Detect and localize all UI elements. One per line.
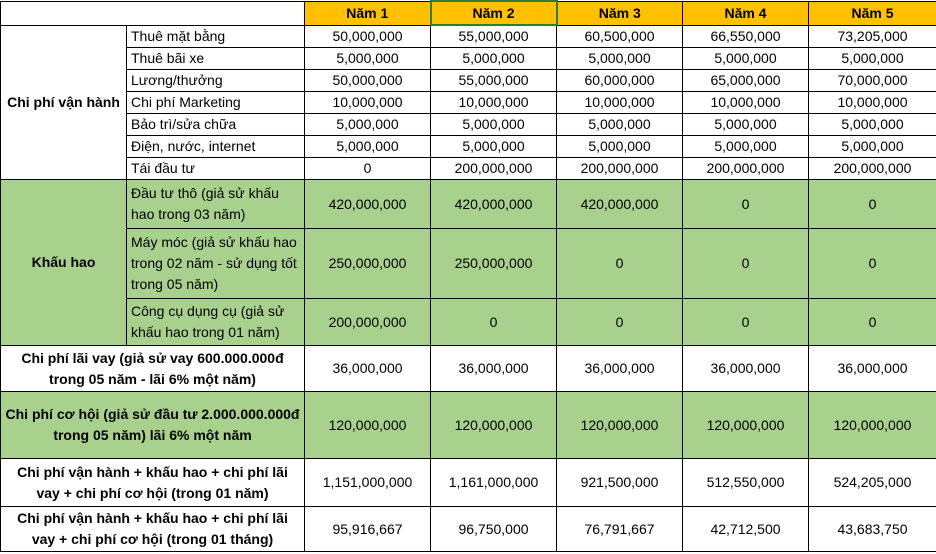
value-cell[interactable]: 96,750,000 — [431, 507, 557, 552]
value-cell[interactable]: 1,161,000,000 — [431, 459, 557, 507]
summary-row — [1, 459, 936, 507]
value-cell[interactable]: 524,205,000 — [809, 459, 936, 507]
value-cell[interactable]: 5,000,000 — [683, 136, 809, 158]
header-blank-cell — [1, 1, 305, 25]
item-label[interactable]: Thuê mặt bằng — [127, 25, 305, 48]
value-cell[interactable]: 5,000,000 — [683, 48, 809, 70]
summary-label[interactable]: Chi phí cơ hội (giả sử đầu tư 2.000.000.000đ trong 05 năm) lãi 6% một năm — [1, 392, 305, 459]
item-label[interactable]: Công cụ dụng cụ (giả sử khấu hao trong 01 năm) — [127, 299, 305, 346]
operating-row — [1, 158, 936, 180]
operating-row — [1, 70, 936, 92]
value-cell[interactable]: 120,000,000 — [431, 392, 557, 459]
value-cell[interactable]: 0 — [809, 180, 936, 229]
value-cell[interactable]: 5,000,000 — [809, 48, 936, 70]
item-label[interactable]: Thuê bãi xe — [127, 48, 305, 70]
value-cell[interactable]: 36,000,000 — [305, 346, 431, 392]
value-cell[interactable]: 0 — [809, 299, 936, 346]
value-cell[interactable]: 55,000,000 — [431, 70, 557, 92]
operating-row — [1, 25, 936, 48]
value-cell[interactable]: 5,000,000 — [809, 114, 936, 136]
value-cell[interactable]: 250,000,000 — [305, 229, 431, 299]
value-cell[interactable]: 55,000,000 — [431, 25, 557, 48]
item-label[interactable]: Tái đầu tư — [127, 158, 305, 180]
value-cell[interactable]: 65,000,000 — [683, 70, 809, 92]
value-cell[interactable]: 50,000,000 — [305, 70, 431, 92]
summary-label[interactable]: Chi phí vận hành + khấu hao + chi phí lãi vay + chi phí cơ hội (trong 01 tháng) — [1, 507, 305, 552]
value-cell[interactable]: 120,000,000 — [809, 392, 936, 459]
value-cell[interactable]: 200,000,000 — [809, 158, 936, 180]
value-cell[interactable]: 120,000,000 — [683, 392, 809, 459]
value-cell[interactable]: 0 — [683, 299, 809, 346]
value-cell[interactable]: 250,000,000 — [431, 229, 557, 299]
value-cell[interactable]: 36,000,000 — [557, 346, 683, 392]
value-cell[interactable]: 0 — [809, 229, 936, 299]
value-cell[interactable]: 10,000,000 — [557, 92, 683, 114]
value-cell[interactable]: 10,000,000 — [683, 92, 809, 114]
value-cell[interactable]: 10,000,000 — [431, 92, 557, 114]
year-header[interactable]: Năm 3 — [557, 1, 683, 25]
depreciation-row — [1, 180, 936, 229]
year-header[interactable]: Năm 1 — [305, 1, 431, 25]
value-cell[interactable]: 120,000,000 — [557, 392, 683, 459]
year-header[interactable]: Năm 2 — [431, 1, 557, 25]
category-depreciation[interactable]: Khấu hao — [1, 180, 127, 346]
value-cell[interactable]: 36,000,000 — [683, 346, 809, 392]
summary-row — [1, 507, 936, 552]
value-cell[interactable]: 0 — [557, 299, 683, 346]
item-label[interactable]: Lương/thưởng — [127, 70, 305, 92]
summary-label[interactable]: Chi phí vận hành + khấu hao + chi phí lãi vay + chi phí cơ hội (trong 01 năm) — [1, 459, 305, 507]
value-cell[interactable]: 0 — [431, 299, 557, 346]
operating-row — [1, 48, 936, 70]
value-cell[interactable]: 420,000,000 — [557, 180, 683, 229]
operating-row — [1, 136, 936, 158]
year-header[interactable]: Năm 4 — [683, 1, 809, 25]
value-cell[interactable]: 73,205,000 — [809, 25, 936, 48]
value-cell[interactable]: 200,000,000 — [431, 158, 557, 180]
value-cell[interactable]: 420,000,000 — [305, 180, 431, 229]
value-cell[interactable]: 5,000,000 — [557, 114, 683, 136]
value-cell[interactable]: 5,000,000 — [431, 48, 557, 70]
value-cell[interactable]: 1,151,000,000 — [305, 459, 431, 507]
value-cell[interactable]: 5,000,000 — [305, 136, 431, 158]
summary-row — [1, 346, 936, 392]
value-cell[interactable]: 5,000,000 — [305, 114, 431, 136]
value-cell[interactable]: 60,500,000 — [557, 25, 683, 48]
value-cell[interactable]: 66,550,000 — [683, 25, 809, 48]
year-header[interactable]: Năm 5 — [809, 1, 936, 25]
value-cell[interactable]: 36,000,000 — [809, 346, 936, 392]
value-cell[interactable]: 5,000,000 — [809, 136, 936, 158]
value-cell[interactable]: 5,000,000 — [557, 136, 683, 158]
item-label[interactable]: Đầu tư thô (giả sử khấu hao trong 03 năm) — [127, 180, 305, 229]
depreciation-row — [1, 229, 936, 299]
value-cell[interactable]: 50,000,000 — [305, 25, 431, 48]
summary-label[interactable]: Chi phí lãi vay (giả sử vay 600.000.000đ trong 05 năm - lãi 6% một năm) — [1, 346, 305, 392]
item-label[interactable]: Bảo trì/sửa chữa — [127, 114, 305, 136]
value-cell[interactable]: 5,000,000 — [557, 48, 683, 70]
value-cell[interactable]: 43,683,750 — [809, 507, 936, 552]
value-cell[interactable]: 200,000,000 — [305, 299, 431, 346]
value-cell[interactable]: 5,000,000 — [305, 48, 431, 70]
value-cell[interactable]: 120,000,000 — [305, 392, 431, 459]
value-cell[interactable]: 95,916,667 — [305, 507, 431, 552]
value-cell[interactable]: 60,000,000 — [557, 70, 683, 92]
value-cell[interactable]: 10,000,000 — [809, 92, 936, 114]
value-cell[interactable]: 200,000,000 — [557, 158, 683, 180]
value-cell[interactable]: 36,000,000 — [431, 346, 557, 392]
depreciation-row — [1, 299, 936, 346]
value-cell[interactable]: 70,000,000 — [809, 70, 936, 92]
value-cell[interactable]: 5,000,000 — [431, 136, 557, 158]
value-cell[interactable]: 5,000,000 — [431, 114, 557, 136]
value-cell[interactable]: 76,791,667 — [557, 507, 683, 552]
operating-row — [1, 114, 936, 136]
value-cell[interactable]: 0 — [683, 180, 809, 229]
value-cell[interactable]: 0 — [305, 158, 431, 180]
value-cell[interactable]: 42,712,500 — [683, 507, 809, 552]
operating-row — [1, 92, 936, 114]
summary-row — [1, 392, 936, 459]
value-cell[interactable]: 921,500,000 — [557, 459, 683, 507]
value-cell[interactable]: 420,000,000 — [431, 180, 557, 229]
header-row — [1, 1, 936, 25]
item-label[interactable]: Máy móc (giả sử khấu hao trong 02 năm - sử dụng tốt trong 05 năm) — [127, 229, 305, 299]
value-cell[interactable]: 5,000,000 — [683, 114, 809, 136]
value-cell[interactable]: 10,000,000 — [305, 92, 431, 114]
value-cell[interactable]: 512,550,000 — [683, 459, 809, 507]
value-cell[interactable]: 0 — [557, 229, 683, 299]
category-operating[interactable]: Chi phí vận hành — [1, 25, 127, 180]
value-cell[interactable]: 0 — [683, 229, 809, 299]
item-label[interactable]: Điện, nước, internet — [127, 136, 305, 158]
value-cell[interactable]: 200,000,000 — [683, 158, 809, 180]
item-label[interactable]: Chi phí Marketing — [127, 92, 305, 114]
